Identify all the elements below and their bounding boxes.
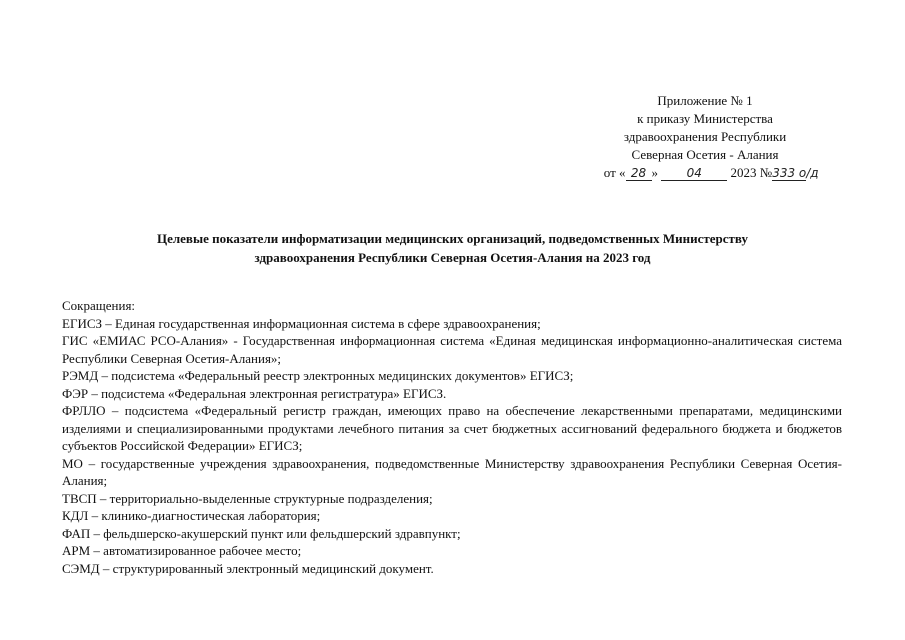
appendix-line-2: к приказу Министерства — [637, 111, 773, 126]
abbreviation-item: ФЭР – подсистема «Федеральная электронная регистратура» ЕГИСЗ. — [62, 385, 447, 401]
title-line-2: здравоохранения Республики Северная Осетия-Алания на 2023 год — [254, 250, 651, 265]
abbreviation-item: КДЛ – клинико-диагностическая лаборатория; — [62, 508, 321, 523]
abbreviation-item: МО – государственные учреждения здравоохранения, подведомственные Министерству здравоохранения Республики Северная Осетия-Алания; — [62, 455, 842, 488]
date-mid: » — [651, 165, 659, 180]
appendix-date-line — [560, 164, 850, 182]
handwritten-order-number: 333 о/д — [772, 166, 819, 180]
abbreviation-item: ФРЛЛО – подсистема «Федеральный регистр граждан, имеющих право на обеспечение лекарственными препаратами, медицинскими изделиями и специализированными продуктами лечебного питания за счет бюджетных ассигнований федерального бюджета и бюджетов субъектов Российской Федерации» ЕГИСЗ; — [62, 403, 842, 453]
title-line-1: Целевые показатели информатизации медицинских организаций, подведомственных Министерству — [156, 231, 748, 246]
abbreviations-section — [62, 297, 842, 577]
abbreviations-heading: Сокращения: — [62, 298, 136, 313]
appendix-line-4: Северная Осетия - Алания — [631, 147, 779, 162]
handwritten-month: 04 — [661, 166, 727, 181]
document-title — [60, 229, 845, 267]
abbreviation-item: ЕГИСЗ – Единая государственная информационная система в сфере здравоохранения; — [62, 315, 541, 331]
abbreviation-item: РЭМД – подсистема «Федеральный реестр электронных медицинских документов» ЕГИСЗ; — [62, 368, 574, 383]
appendix-block — [560, 92, 850, 182]
appendix-line-3: здравоохранения Республики — [623, 129, 787, 144]
abbreviation-item: СЭМД – структурированный электронный медицинский документ. — [62, 560, 434, 576]
date-year: 2023 № — [730, 165, 773, 180]
abbreviation-item: ГИС «ЕМИАС РСО-Алания» - Государственная информационная система «Единая медицинская информационно-аналитическая система Республики Северная Осетия-Алания»; — [62, 333, 842, 366]
handwritten-day: 28 — [626, 166, 652, 181]
appendix-line-1: Приложение № 1 — [657, 93, 753, 108]
abbreviation-item: ФАП – фельдшерско-акушерский пункт или фельдшерский здравпункт; — [62, 525, 461, 541]
abbreviation-item: ТВСП – территориально-выделенные структурные подразделения; — [62, 490, 433, 506]
abbreviation-item: АРМ – автоматизированное рабочее место; — [62, 543, 302, 558]
date-prefix: от « — [603, 165, 626, 180]
